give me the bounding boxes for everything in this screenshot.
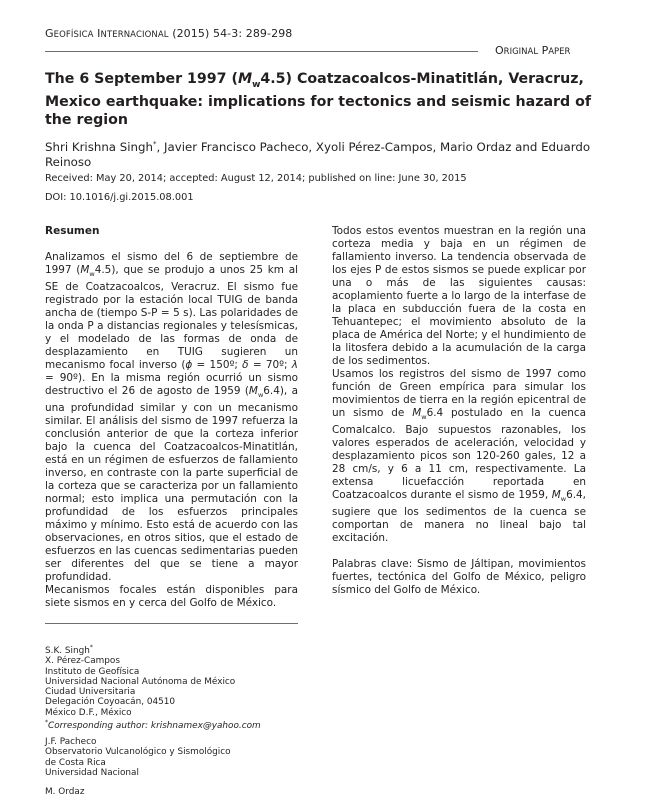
corresponding-author (45, 718, 261, 731)
corresponding-mark: * (45, 719, 48, 727)
magnitude-symbol: M (80, 264, 90, 276)
abstract-paragraph (45, 251, 298, 584)
author-list (45, 137, 600, 170)
abstract-paragraph: Mecanismos focales están disponibles para siete sismos en y cerca del Golfo de México. (45, 584, 298, 610)
affiliation-line: Observatorio Vulcanológico y Sismológico (45, 747, 231, 758)
affiliation-block (45, 787, 85, 797)
affiliation-name: S.K. Singh (45, 645, 90, 656)
affiliation-line: Ciudad Universitaria (45, 687, 136, 698)
title-text: 4.5) Coatzacoalcos-Minatitlán, Veracruz, Mexico earthquake: implications for tectonics and seismic hazard of the region (45, 71, 592, 128)
author-name: Shri Krishna Singh (45, 139, 153, 154)
paper-type-initial: P (538, 44, 549, 57)
abstract-paragraph (332, 368, 586, 545)
abstract-text: Analizamos el sismo del 6 de septiembre de 1997 ( (45, 251, 298, 276)
affiliation-line: de Costa Rica (45, 757, 106, 768)
header-rule (45, 51, 478, 52)
affiliation-line: X. Pérez-Campos (45, 656, 120, 667)
abstract-text: Usamos los registros del sismo de 1997 como función de Green empírica para simular los movimientos de tierra en la región epicentral de un sismo de (332, 368, 586, 419)
paper-type-initial: O (495, 44, 504, 57)
affiliation-author (45, 643, 261, 656)
magnitude-subscript: w (257, 391, 264, 400)
title-magnitude-symbol: M (237, 71, 253, 87)
journal-name-initial: I (93, 27, 101, 40)
affiliation-block (45, 737, 231, 778)
affiliation-line: Delegación Coyoacán, 04510 (45, 697, 176, 708)
magnitude-symbol: M (248, 385, 258, 398)
corresponding-mark: * (89, 644, 93, 651)
journal-name-part: EOFÍSICA (53, 30, 94, 40)
corresponding-email[interactable]: Corresponding author: krishnamex@yahoo.com (48, 721, 261, 732)
affiliation-line: J.F. Pacheco (45, 737, 97, 747)
journal-volume-pages: (2015) 54-3: 289-298 (168, 27, 293, 40)
title-magnitude-subscript: w (252, 79, 261, 90)
abstract-text: 4.5), que se produjo a unos 25 km al SE de Coatzacoalcos, Veracruz. El sismo fue registrado por la estación local TUIG de banda ancha de (tiempo S-P = 5 s). Las polaridades de la onda P a distancias regionales y telesísmicas, y el modelado de las formas de onda de desplazamiento en TUIG sugieren un mecanismo focal inverso ( (45, 264, 298, 372)
abstract-text: 6.4, sugiere que los sedimentos de la cuenca se comportan de manera no lineal bajo tal excitación. (332, 489, 586, 545)
abstract-text: 6.4 postulado en la cuenca Comalcalco. Bajo supuestos razonables, los valores esperados de aceleración, velocidad y desplazamiento picos son 120-260 gales, 12 a 28 cm/s, y 6 a 11 cm, respectivamente. La extensa licuefacción reportada en Coatzacoalcos durante el sismo de 1959, (332, 407, 586, 502)
affiliation-line: México D.F., México (45, 707, 132, 718)
footnote-rule (45, 623, 298, 624)
abstract-text: = 70º; (248, 359, 292, 372)
paper-type-part: APER (548, 47, 571, 57)
abstract-left-column (45, 251, 298, 610)
corresponding-mark: * (153, 140, 157, 148)
abstract-text: = 150º; (192, 359, 243, 372)
rake-symbol: λ (291, 359, 298, 372)
title-text: The 6 September 1997 ( (45, 71, 238, 87)
keywords: Palabras clave: Sismo de Jáltipan, movimientos fuertes, tectónica del Golfo de México, peligro sísmico del Golfo de México. (332, 558, 586, 597)
affiliation-line: Universidad Nacional (45, 767, 139, 778)
abstract-right-column (332, 225, 586, 597)
journal-citation (45, 27, 292, 40)
abstract-text: 6.4), a una profundidad similar y con un mecanismo similar. El análisis del sismo de 1997 refuerza la conclusión anterior de que la corteza inferior bajo la cuenca del Coatzacoalcos-Minatitlán, está en un régimen de esfuerzos de fallamiento inverso, en contraste con la parte superficial de la corteza que se caracteriza por un fallamiento normal; esto implica una permutación con la profundidad de los esfuerzos principales máximo y mínimo. Esto está de acuerdo con las observaciones, en otros sitios, que el estado de esfuerzos en las cuencas sedimentarias pueden ser diferentes del que se tiene a mayor profundidad. (45, 385, 299, 584)
magnitude-symbol: M (551, 489, 561, 502)
magnitude-subscript: w (560, 495, 567, 504)
article-title (45, 71, 605, 129)
journal-name-part: NTERNACIONAL (100, 30, 169, 40)
abstract-paragraph: Todos estos eventos muestran en la región una corteza media y baja en un régimen de fallamiento inverso. La tendencia observada de los ejes P de estos sismos se puede explicar por una o más de las siguientes causas: acoplamiento fuerte a lo largo de la interfase de la placa en subducción fuera de la costa en Tehuantepec; el movimiento absoluto de la placa de América del Norte; y el hundimiento de la litosfera debido a la acumulación de la carga de los sedimentos. (332, 225, 586, 367)
abstract-heading: Resumen (45, 225, 100, 237)
magnitude-subscript: w (421, 413, 427, 422)
author-names: , Javier Francisco Pacheco, Xyoli Pérez-Campos, Mario Ordaz and Eduardo Reinoso (45, 139, 591, 169)
magnitude-subscript: w (89, 270, 95, 279)
strike-symbol: ϕ (185, 359, 193, 372)
magnitude-symbol: M (412, 407, 422, 419)
affiliation-line: Universidad Nacional Autónoma de México (45, 676, 236, 687)
publication-dates: Received: May 20, 2014; accepted: August 12, 2014; published on line: June 30, 2015 (45, 173, 467, 184)
abstract-text: = 90º). En la misma región ocurrió un sismo destructivo el 26 de agosto de 1959 ( (45, 372, 298, 398)
doi: DOI: 10.1016/j.gi.2015.08.001 (45, 192, 194, 203)
affiliation-line: M. Ordaz (45, 787, 85, 797)
affiliation-line: Instituto de Geofísica (45, 666, 140, 677)
journal-name-initial: G (45, 27, 54, 40)
paper-type-part: RIGINAL (503, 47, 539, 57)
paper-type-label (495, 44, 570, 57)
affiliation-block (45, 643, 261, 731)
dip-symbol: δ (242, 359, 249, 372)
